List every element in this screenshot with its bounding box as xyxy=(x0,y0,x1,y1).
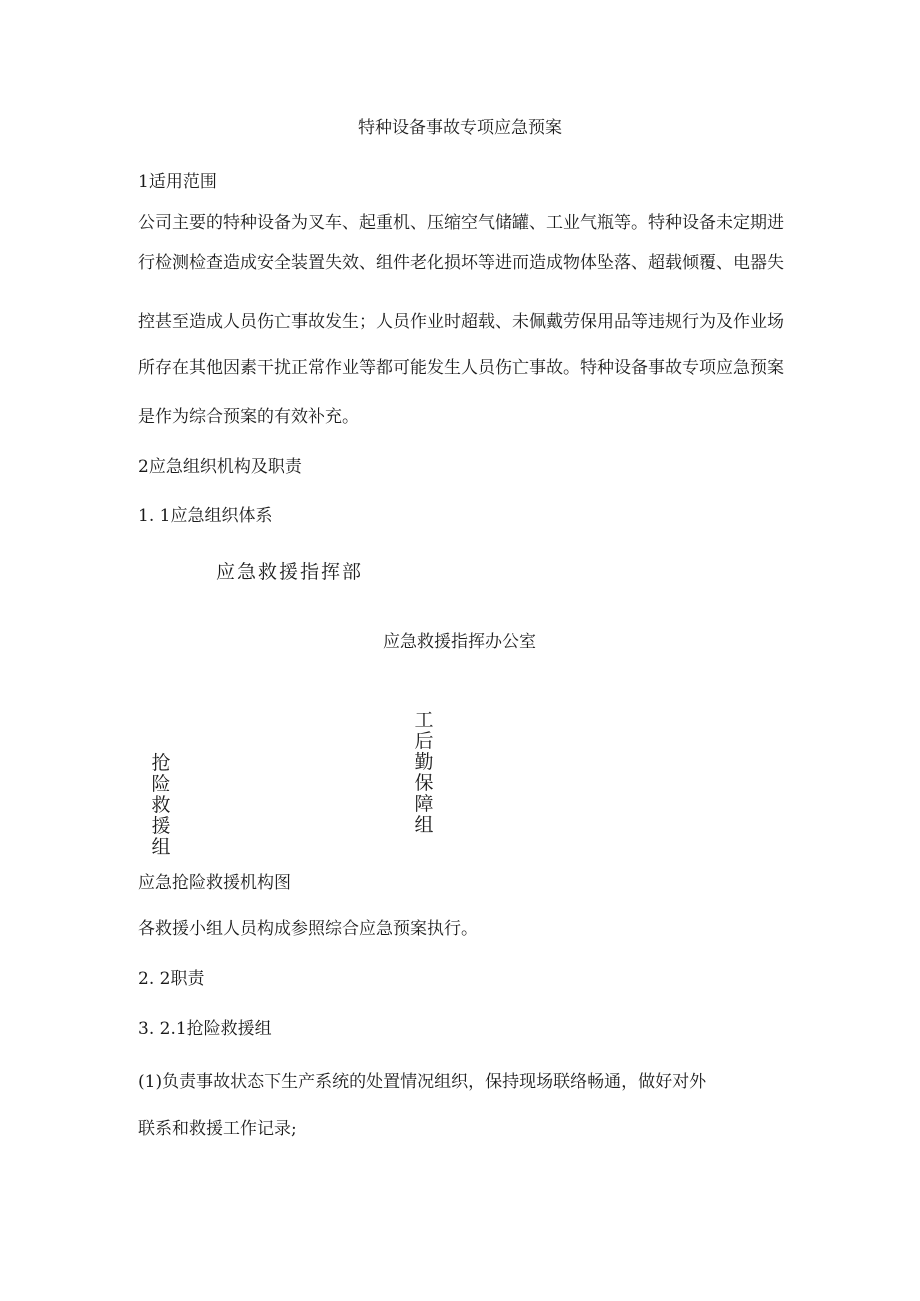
subsection-2-1-heading: 1. 1应急组织体系 xyxy=(138,506,273,526)
section-1-line-3: 控甚至造成人员伤亡事故发生；人员作业时超载、未佩戴劳保用品等违规行为及作业场 xyxy=(138,312,784,332)
subsection-2-2-1-heading: 3. 2.1抢险救援组 xyxy=(138,1019,272,1039)
org-chart-rescue-group-node: 抢险救援组 xyxy=(151,752,171,858)
section-1-line-4: 所存在其他因素干扰正常作业等都可能发生人员伤亡事故。特种设备事故专项应急预案 xyxy=(138,358,784,378)
section-2-heading: 2应急组织机构及职责 xyxy=(138,457,302,477)
duty-1-line-2: 联系和救援工作记录; xyxy=(138,1119,297,1139)
section-1-line-1: 公司主要的特种设备为叉车、起重机、压缩空气储罐、工业气瓶等。特种设备未定期进 xyxy=(138,213,784,233)
org-chart-command-node: 应急救援指挥部 xyxy=(216,561,364,583)
section-1-line-5: 是作为综合预案的有效补充。 xyxy=(138,407,359,427)
duty-1-line-1: (1)负责事故状态下生产系统的处置情况组织，保持现场联络畅通，做好对外 xyxy=(138,1072,707,1092)
org-chart-caption: 应急抢险救援机构图 xyxy=(138,873,291,893)
org-chart-office-node: 应急救援指挥办公室 xyxy=(383,632,536,652)
org-chart-logistics-group-node: 工后勤保障组 xyxy=(414,709,434,836)
section-1-heading: 1适用范围 xyxy=(138,172,217,192)
org-note: 各救援小组人员构成参照综合应急预案执行。 xyxy=(138,919,478,939)
document-title: 特种设备事故专项应急预案 xyxy=(358,118,562,138)
subsection-2-2-heading: 2. 2职责 xyxy=(138,969,205,989)
section-1-line-2: 行检测检查造成安全装置失效、组件老化损坏等进而造成物体坠落、超载倾覆、电器失 xyxy=(138,253,784,273)
